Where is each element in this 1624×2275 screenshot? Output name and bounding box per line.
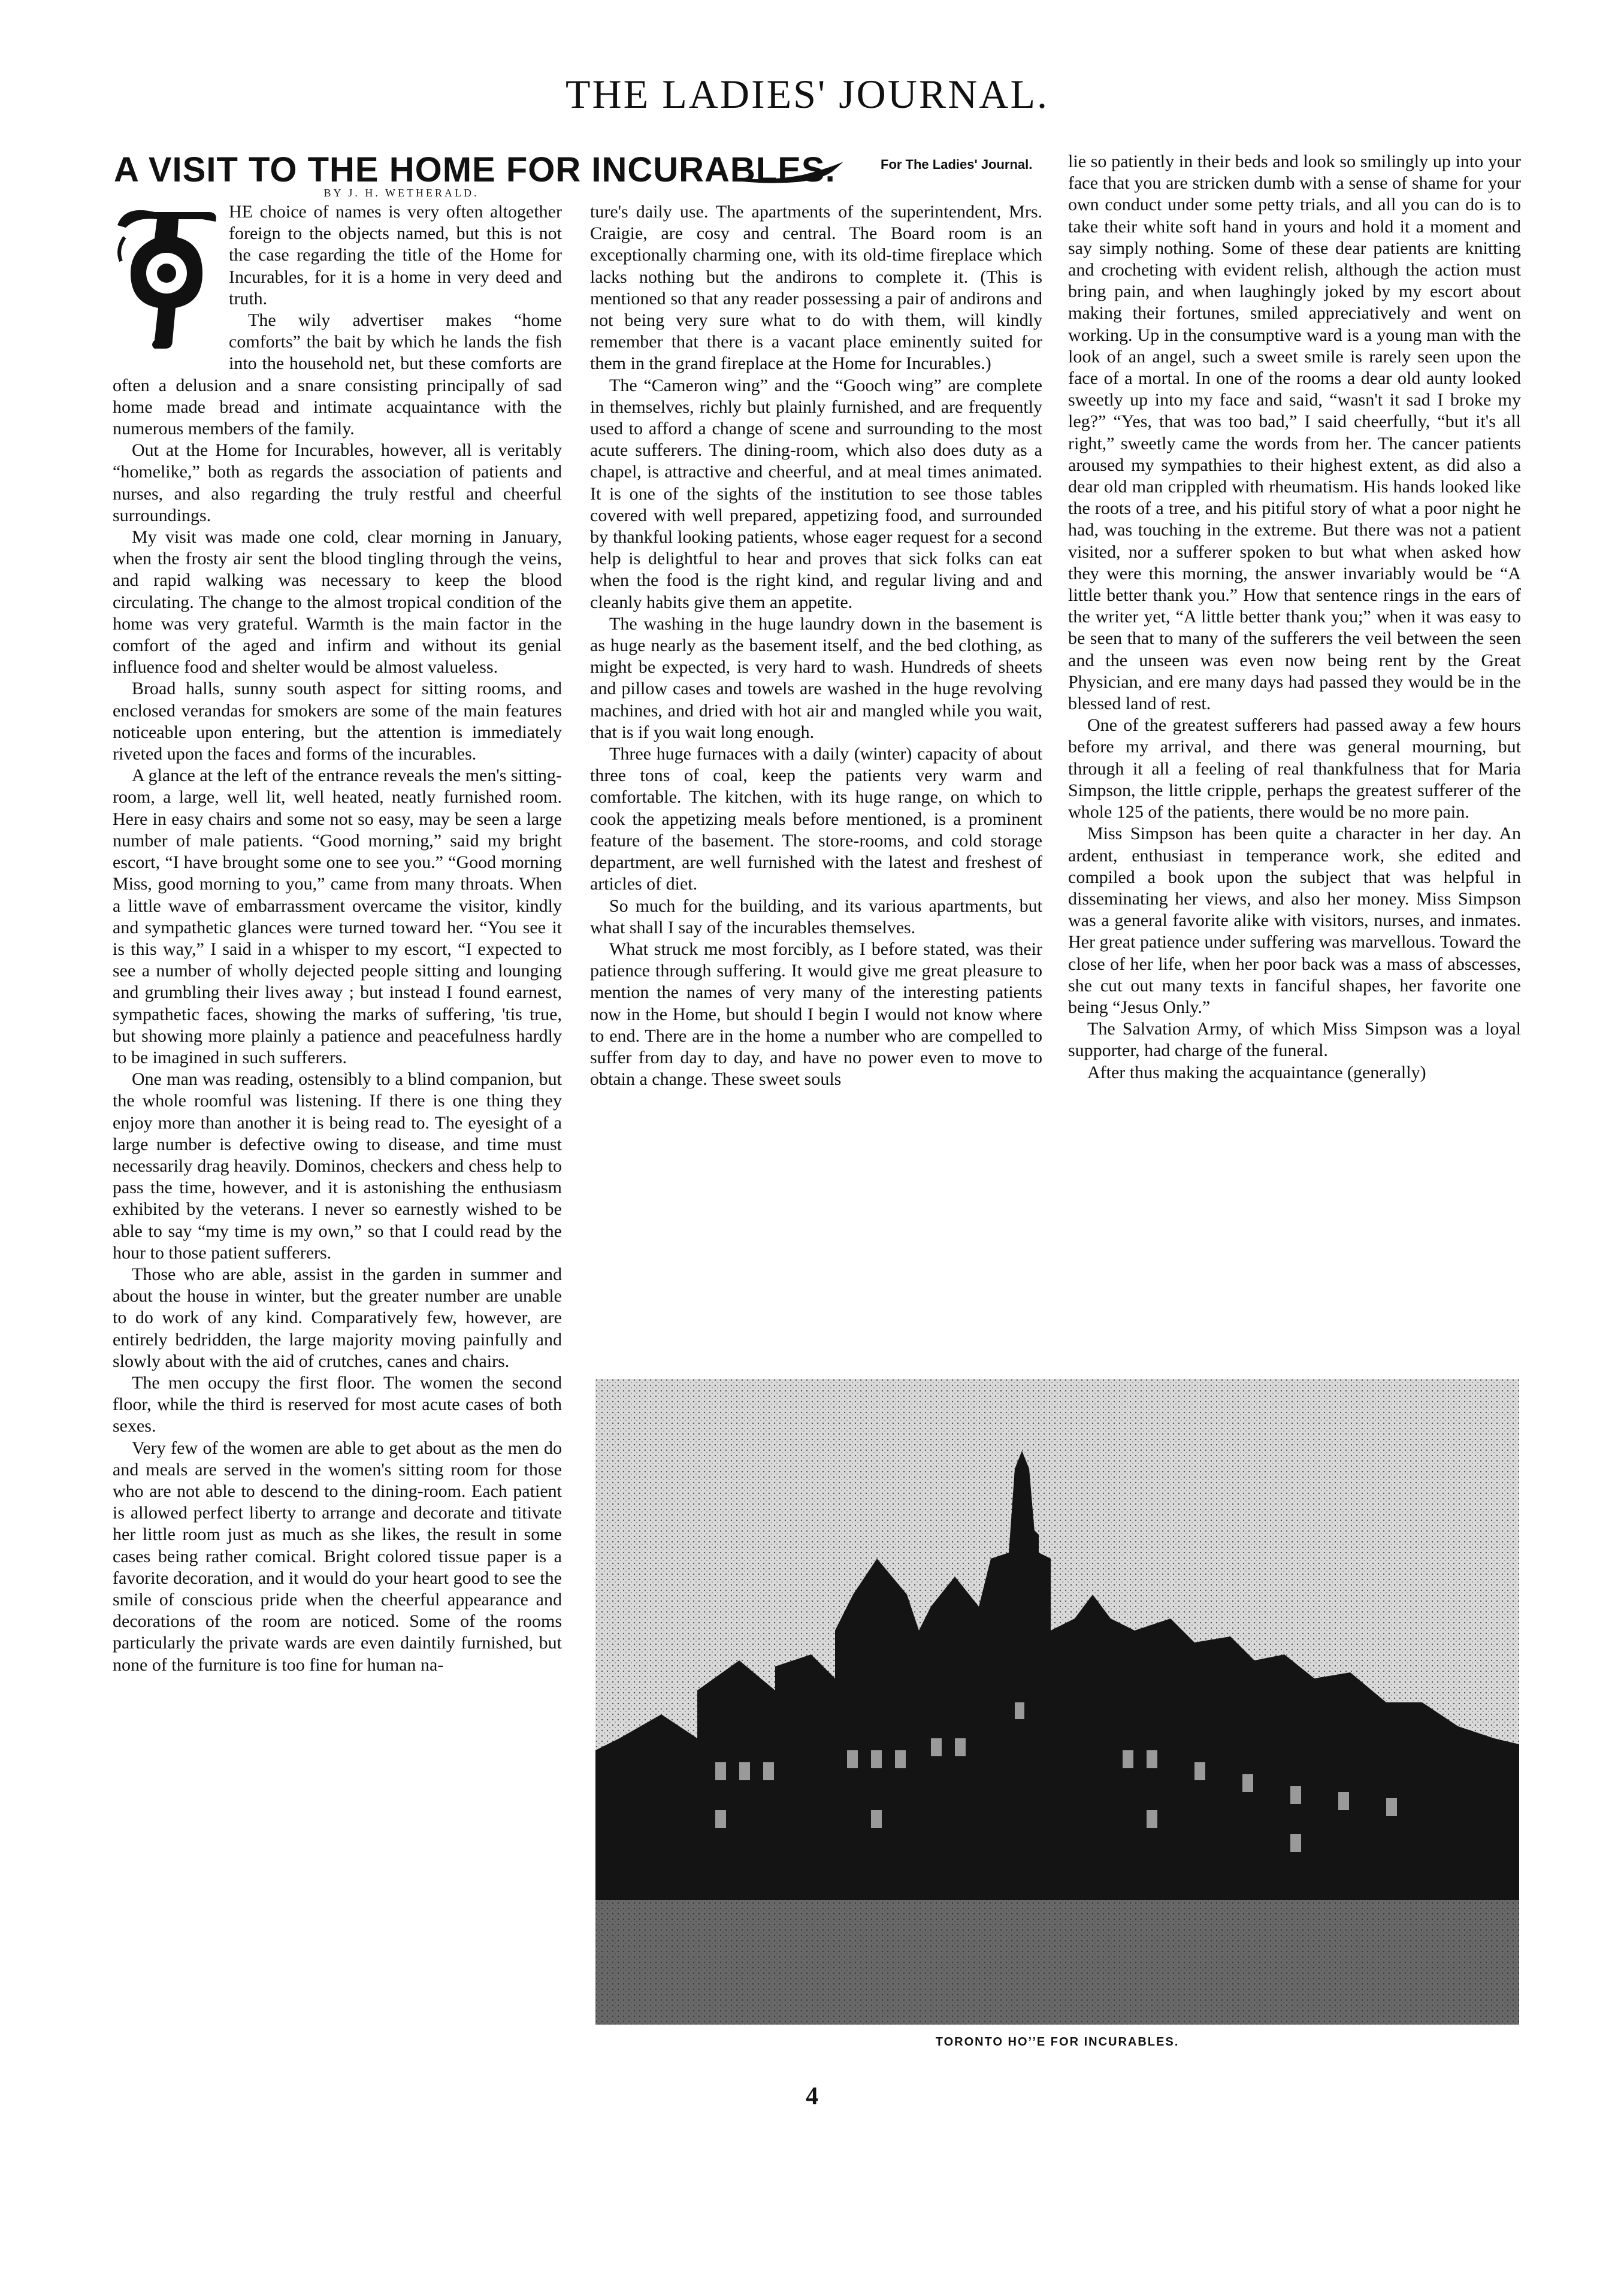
source-note: For The Ladies' Journal. [881, 157, 1033, 172]
col3-paragraph: Miss Simpson has been quite a character in her day. An ardent, enthusiast in temperance work, she edited and compiled a book upon the subject that was helpful in disseminating her views, and also her money. Miss Simpson was a general favorite alike with visitors, nurses, and inmates. Her great patience under suffering was marvellous. Toward the close of her life, when her poor back was a mass of abscesses, she cut out many texts in fanciful shapes, her favorite one being “Jesus Only.” [1068, 824, 1521, 1017]
col3-paragraph: After thus making the acquaintance (generally) [1087, 1062, 1426, 1082]
byline: BY J. H. WETHERALD. [323, 187, 479, 199]
page-number: 4 [806, 2083, 818, 2110]
ornamental-T-dropcap-icon [113, 201, 220, 351]
col2-paragraph: The “Cameron wing” and the “Gooch wing” are complete in themselves, richly but plainly furnished, and are frequently used to afford a change of scene and surrounding to the most acute sufferers. The dining-room, which also does duty as a chapel, is attractive and cheerful, and at meal times animated. It is one of the sights of the institution to see those tables covered with well prepared, appetizing food, and surrounded by thankful looking patients, whose eager request for a second help is delightful to hear and proves that sick folks can eat when the food is the right kind, and regular living and and cleanly habits give them an appetite. [590, 375, 1042, 612]
col1-paragraph: HE choice of names is very often altogether foreign to the objects named, but this is not the case regarding the title of the Home for Incurables, for it is a home in very deed and truth. [229, 202, 562, 308]
article-column-1 [113, 201, 562, 2106]
photo-caption: TORONTO HO’’E FOR INCURABLES. [935, 2035, 1180, 2049]
col2-paragraph: So much for the building, and its various apartments, but what shall I say of the incurables themselves. [590, 896, 1042, 937]
article-column-2 [590, 201, 1042, 1357]
building-photograph [595, 1379, 1519, 2025]
building-illustration [595, 1379, 1519, 2025]
article-title: A VISIT TO THE HOME FOR INCURABLES. [114, 150, 836, 189]
col3-paragraph: The Salvation Army, of which Miss Simpson was a loyal supporter, had charge of the funeral. [1068, 1019, 1521, 1061]
col1-paragraph: Broad halls, sunny south aspect for sitting rooms, and enclosed verandas for smokers are some of the main features noticeable upon entering, but the attention is immediately riveted upon the faces and forms of the incurables. [113, 679, 562, 764]
col1-paragraph: A glance at the left of the entrance reveals the men's sitting-room, a large, well lit, well heated, neatly furnished room. Here in easy chairs and some not so easy, may be seen a large number of male patients. “Good morning,” said my bright escort, “I have brought some one to see you.” “Good morning Miss, good morning to you,” came from many throats. When a little wave of embarrassment overcame the visitor, kindly and sympathetic glances were turned toward her. “You see it is this way,” I said in a whisper to my escort, “I expected to see a number of wholly dejected people sitting and lounging and grumbling their lives away ; but instead I found earnest, sympathetic faces, showing the marks of suffering, 'tis true, but showing more plainly a patience and peacefulness hardly to be imagined in such sufferers. [113, 766, 562, 1067]
col2-paragraph: Three huge furnaces with a daily (winter) capacity of about three tons of coal, keep the patients very warm and comfortable. The kitchen, with its huge range, on which to cook the appetizing meals before mentioned, is a prominent feature of the basement. The store-rooms, and cold storage department, are well furnished with the latest and freshest of articles of diet. [590, 744, 1042, 894]
col3-paragraph: One of the greatest sufferers had passed away a few hours before my arrival, and there was general mourning, but through it all a feeling of real thankfulness that for Maria Simpson, the little cripple, perhaps the greatest sufferer of the whole 125 of the patients, there would be no more pain. [1068, 715, 1521, 822]
col1-paragraph: My visit was made one cold, clear morning in January, when the frosty air sent the blood tingling through the veins, and rapid walking was necessary to keep the blood circulating. The change to the almost tropical condition of the home was very grateful. Warmth is the main factor in the comfort of the aged and infirm and without its genial influence food and shelter would be almost valueless. [113, 527, 562, 677]
col1-paragraph: Those who are able, assist in the garden in summer and about the house in winter, but the greater number are unable to do work of any kind. Comparatively few, however, are entirely bedridden, the large majority moving painfully and slowly about with the aid of crutches, canes and chairs. [113, 1264, 562, 1371]
col1-paragraph: Very few of the women are able to get about as the men do and meals are served in the women's sitting room for those who are not able to descend to the dining-room. Each patient is allowed perfect liberty to arrange and decorate and titivate her little room just as much as she likes, the result in some cases being rather comical. Bright colored tissue paper is a favorite decoration, and it would do your heart good to see the smile of conscious pride when the cheerful appearance and decorations of the room are noticed. Some of the rooms particularly the private wards are even daintily furnished, but none of the furniture is too fine for human na- [113, 1438, 562, 1675]
col2-paragraph: ture's daily use. The apartments of the superintendent, Mrs. Craigie, are cosy and central. The Board room is an exceptionally charming one, with its old-time fireplace which lacks nothing but the andirons to complete it. (This is mentioned so that any reader possessing a pair of andirons and not being very sure what to do with them, will kindly remember that there is a vacant place eminently suited for them in the grand fireplace at the Home for Incurables.) [590, 202, 1042, 374]
col1-paragraph: The men occupy the first floor. The women the second floor, while the third is reserved for most acute cases of both sexes. [113, 1372, 562, 1436]
col3-paragraph: lie so patiently in their beds and look so smilingly up into your face that you are stricken dumb with a sense of shame for your own conduct under some petty trials, and all you can do is to take their white soft hand in yours and hold it a moment and say simply nothing. Some of these dear patients are knitting and crocheting with evident relish, although the action must bring pain, and when laughingly joked by my escort about making their fortunes, smiled appreciatively and went on working. Up in the consumptive ward is a young man with the look of an angel, such a sweet smile is rarely seen upon the face of a mortal. In one of the rooms a dear old aunty looked sweetly up into my face and said, “wasn't it sad I broke my leg?” “Yes, that was too bad,” I said cheerfully, “but it's all right,” sweetly came the words from her. The cancer patients aroused my sympathies to their highest extent, as did also a dear old man crippled with rheumatism. His hands looked like the roots of a tree, and his pitiful story of what a poor night he had, was touching in the extreme. But there was not a patient visited, nor a sufferer spoken to but what when asked how they were this morning, the answer invariably would be “A little better thank you.” How that sentence rings in the ears of the writer yet, “A little better thank you;” when it was easy to be seen that to many of the sufferers the veil between the seen and the unseen was even now being rent by the Great Physician, and ere many days had passed they would be in the blessed land of rest. [1068, 152, 1521, 714]
masthead: THE LADIES' JOURNAL. [565, 71, 1049, 117]
col2-paragraph: What struck me most forcibly, as I before stated, was their patience through suffering. It would give me great pleasure to mention the names of very many of the interesting patients now in the Home, but should I begin I would not know where to end. There are in the home a number who are compelled to suffer from day to day, and have no power even to move to obtain a change. These sweet souls [590, 939, 1042, 1090]
col1-paragraph: The wily advertiser makes “home comforts” the bait by which he lands the fish into the household net, but these comforts are often a delusion and a snare consisting principally of sad home made bread and intimate acquaintance with the numerous members of the family. [113, 310, 562, 439]
col2-paragraph: The washing in the huge laundry down in the basement is as huge nearly as the basement itself, and the bed clothing, as might be expected, is very hard to wash. Hundreds of sheets and pillow cases and towels are washed in the huge revolving machines, and dried with hot air and mangled while you wait, that is if you wait long enough. [590, 613, 1042, 742]
col1-paragraph: Out at the Home for Incurables, however, all is veritably “homelike,” both as regards the association of patients and nurses, and also regarding the truly restful and cheerful surroundings. [113, 440, 562, 525]
article-column-3 [1068, 151, 1521, 1357]
col1-paragraph: One man was reading, ostensibly to a blind companion, but the whole roomful was listening. If there is one thing they enjoy more than another it is being read to. The eyesight of a large number is defective owing to disease, and time must necessarily drag heavily. Dominos, checkers and chess help to pass the time, however, and it is astonishing the enthusiasm exhibited by the veterans. I never so earnestly wished to be able to say “my time is my own,” so that I could read by the hour to those patient sufferers. [113, 1069, 562, 1263]
pen-flourish-icon [737, 157, 845, 187]
